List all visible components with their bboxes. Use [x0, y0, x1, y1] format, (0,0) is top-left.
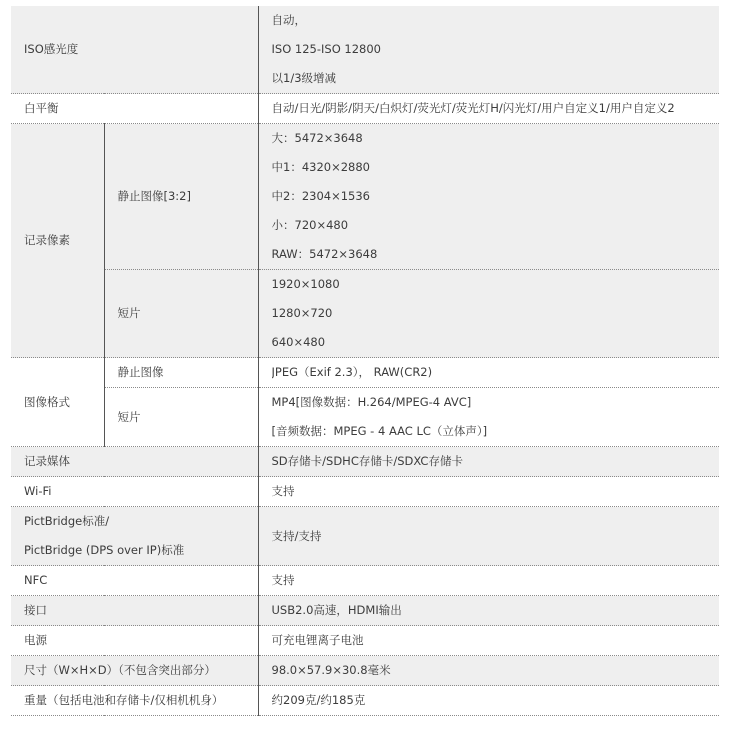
value-line: 自动， [271, 13, 306, 27]
row-value [258, 656, 719, 686]
value-line: 小：720×480 [271, 218, 349, 232]
row-label: 记录像素 [11, 124, 104, 358]
value-line: 1280×720 [271, 306, 333, 320]
value-line: 可充电锂离子电池 [271, 633, 364, 647]
value-line: 支持/支持 [271, 528, 322, 543]
table-row [11, 626, 719, 656]
row-label: NFC [11, 566, 258, 596]
row-label: 记录媒体 [11, 447, 258, 477]
table-row [11, 507, 719, 566]
row-value [258, 686, 719, 716]
row-value [258, 566, 719, 596]
table-row [11, 447, 719, 477]
sub-label: 静止图像[3:2] [104, 124, 258, 270]
table-row [11, 566, 719, 596]
table-row [11, 358, 719, 388]
row-value [258, 596, 719, 626]
value-line: 约209克/约185克 [271, 693, 366, 707]
table-row [11, 477, 719, 507]
value-line: 大：5472×3648 [271, 131, 363, 145]
table-row [11, 124, 719, 270]
row-label: 尺寸（W×H×D）（不包含突出部分） [11, 656, 258, 686]
row-value [258, 626, 719, 656]
table-row [11, 388, 719, 447]
label-line: PictBridge标准/ [24, 514, 110, 528]
row-value [258, 94, 719, 124]
row-label: Wi-Fi [11, 477, 258, 507]
value-line: MP4[图像数据：H.264/MPEG-4 AVC] [271, 395, 472, 409]
row-value [258, 507, 719, 566]
value-line: 以1/3级增减 [271, 71, 337, 85]
row-value [258, 6, 719, 94]
value-line: 中1：4320×2880 [271, 160, 370, 174]
value-line: JPEG（Exif 2.3）， RAW(CR2) [271, 365, 433, 379]
value-line: 640×480 [271, 335, 326, 349]
row-value [258, 477, 719, 507]
value-line: 中2：2304×1536 [271, 189, 370, 203]
value-line: ISO 125-ISO 12800 [271, 42, 381, 56]
row-label: 重量（包括电池和存储卡/仅相机机身） [11, 686, 258, 716]
table-row [11, 656, 719, 686]
value-line: 98.0×57.9×30.8毫米 [271, 663, 391, 677]
row-value [258, 388, 719, 447]
value-line: 自动/日光/阴影/阴天/白炽灯/荧光灯/荧光灯H/闪光灯/用户自定义1/用户自定义2 [271, 101, 675, 115]
value-line: SD存储卡/SDHC存储卡/SDXC存储卡 [271, 454, 463, 468]
sub-label: 短片 [104, 388, 258, 447]
row-label: ISO感光度 [11, 6, 258, 94]
table-row [11, 94, 719, 124]
value-line: 支持 [271, 573, 295, 587]
sub-label: 短片 [104, 270, 258, 358]
row-label: 白平衡 [11, 94, 258, 124]
table-row [11, 270, 719, 358]
table-row [11, 6, 719, 94]
sub-label: 静止图像 [104, 358, 258, 388]
spec-table [11, 6, 719, 716]
value-line: 支持 [271, 484, 295, 498]
row-value [258, 270, 719, 358]
value-line: USB2.0高速，HDMI输出 [271, 603, 402, 617]
value-line: [音频数据：MPEG - 4 AAC LC（立体声）] [271, 424, 488, 438]
label-line: PictBridge (DPS over IP)标准 [24, 543, 185, 557]
table-row [11, 686, 719, 716]
value-line: RAW：5472×3648 [271, 247, 378, 261]
row-value [258, 124, 719, 270]
row-label: 图像格式 [11, 358, 104, 447]
table-row [11, 596, 719, 626]
row-label: 接口 [11, 596, 258, 626]
row-label: 电源 [11, 626, 258, 656]
row-value [258, 358, 719, 388]
row-label [11, 507, 258, 566]
value-line: 1920×1080 [271, 277, 340, 291]
row-value [258, 447, 719, 477]
